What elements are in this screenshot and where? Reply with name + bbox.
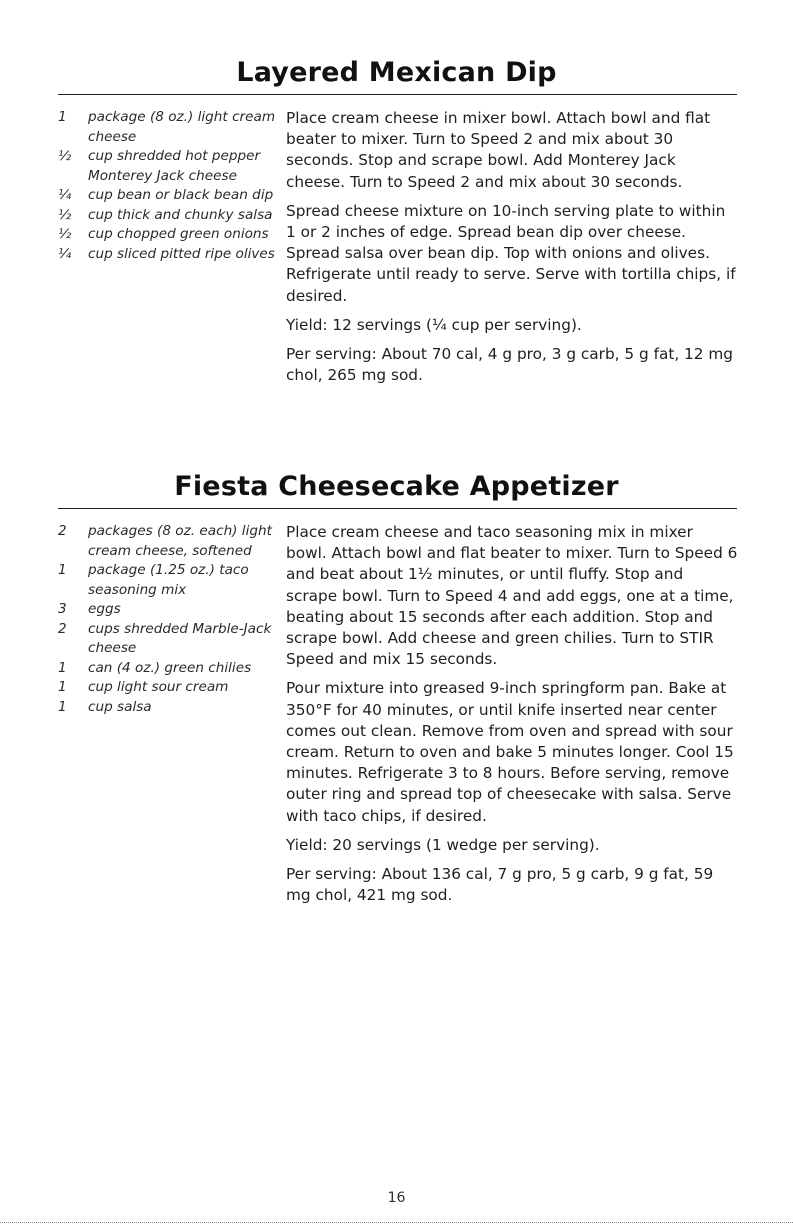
ingredient-text: can (4 oz.) green chilies <box>88 659 252 676</box>
ingredient-quantity: 1 <box>58 109 67 125</box>
ingredient-item <box>58 600 280 620</box>
ingredient-quantity: 1 <box>58 659 67 676</box>
ingredient-text: cup salsa <box>88 698 152 715</box>
ingredient-item <box>58 698 280 718</box>
ingredient-quantity: 1 <box>58 698 67 715</box>
instructions <box>286 522 738 914</box>
ingredient-text: cup thick and chunky salsa <box>88 206 273 223</box>
ingredient-text: cup shredded hot pepper Monterey Jack cheese <box>88 148 261 184</box>
ingredient-item <box>58 245 280 265</box>
ingredient-list <box>58 108 280 264</box>
ingredient-list <box>58 522 280 717</box>
ingredient-quantity: 1 <box>58 679 67 695</box>
instructions <box>286 108 738 394</box>
ingredient-quantity: ½ <box>58 148 72 164</box>
ingredient-text: package (1.25 oz.) taco seasoning mix <box>88 562 249 598</box>
nutrition-text: Per serving: About 136 cal, 7 g pro, 5 g carb, 9 g fat, 59 mg chol, 421 mg sod. <box>286 865 714 905</box>
ingredient-item <box>58 225 280 245</box>
nutrition-text: Per serving: About 70 cal, 4 g pro, 3 g carb, 5 g fat, 12 mg chol, 265 mg sod. <box>286 345 733 385</box>
ingredient-item <box>58 108 280 147</box>
ingredient-item <box>58 659 280 679</box>
ingredient-quantity: 1 <box>58 562 67 578</box>
title-divider <box>58 508 737 509</box>
ingredient-item <box>58 147 280 186</box>
ingredient-item <box>58 678 280 698</box>
ingredient-item <box>58 620 280 659</box>
ingredient-text: cup light sour cream <box>88 679 229 695</box>
instruction-paragraph: Pour mixture into greased 9-inch springform pan. Bake at 350°F for 40 minutes, or until knife inserted near center comes out clean. Remove from oven and spread with sour cream. Return to oven and bake 5 minutes longer. Cool 15 minutes. Refrigerate 3 to 8 hours. Before serving, remove outer ring and spread top of cheesecake with salsa. Serve with taco chips, if desired. <box>286 679 734 825</box>
ingredient-text: package (8 oz.) light cream cheese <box>88 109 276 145</box>
ingredient-text: cup bean or black bean dip <box>88 187 274 203</box>
ingredient-text: packages (8 oz. each) light cream cheese, softened <box>88 523 272 559</box>
page-number: 16 <box>387 1190 406 1206</box>
ingredient-quantity: 2 <box>58 620 67 637</box>
ingredient-text: cup sliced pitted ripe olives <box>88 245 275 262</box>
ingredient-quantity: 3 <box>58 601 67 617</box>
ingredient-quantity: ½ <box>58 226 72 242</box>
ingredient-text: cup chopped green onions <box>88 226 269 242</box>
ingredient-text: cups shredded Marble-Jack cheese <box>88 620 272 656</box>
recipe-title: Fiesta Cheesecake Appetizer <box>174 471 619 502</box>
recipe-layered-mexican-dip <box>0 56 793 385</box>
recipe-title: Layered Mexican Dip <box>236 57 557 88</box>
ingredient-item <box>58 186 280 206</box>
instruction-paragraph: Place cream cheese in mixer bowl. Attach bowl and flat beater to mixer. Turn to Speed 2 and mix about 30 seconds. Stop and scrape bowl. Add Monterey Jack cheese. Turn to Speed 2 and mix about 30 seconds. <box>286 109 711 191</box>
title-divider <box>58 94 737 95</box>
instruction-paragraph: Place cream cheese and taco seasoning mix in mixer bowl. Attach bowl and flat beater to mixer. Turn to Speed 6 and beat about 1½ minutes, or until fluffy. Stop and scrape bowl. Turn to Speed 4 and add eggs, one at a time, beating about 15 seconds after each addition. Stop and scrape bowl. Add cheese and green chilies. Turn to STIR Speed and mix 15 seconds. <box>286 523 738 669</box>
ingredient-item <box>58 522 280 561</box>
yield-text: Yield: 20 servings (1 wedge per serving). <box>286 835 600 854</box>
ingredient-quantity: ¼ <box>58 187 72 203</box>
recipe-fiesta-cheesecake-appetizer <box>0 470 793 905</box>
instruction-paragraph: Spread cheese mixture on 10-inch serving plate to within 1 or 2 inches of edge. Spread bean dip over cheese. Spread salsa over bean dip. Top with onions and olives. Refrigerate until ready to serve. Serve with tortilla chips, if desired. <box>286 201 736 305</box>
ingredient-item <box>58 561 280 600</box>
ingredient-quantity: ¼ <box>58 245 72 262</box>
ingredient-item <box>58 206 280 226</box>
ingredient-text: eggs <box>88 601 121 617</box>
ingredient-quantity: 2 <box>58 523 67 539</box>
yield-text: Yield: 12 servings (¼ cup per serving). <box>286 315 582 334</box>
ingredient-quantity: ½ <box>58 206 72 223</box>
page-bottom-border <box>0 1222 793 1223</box>
